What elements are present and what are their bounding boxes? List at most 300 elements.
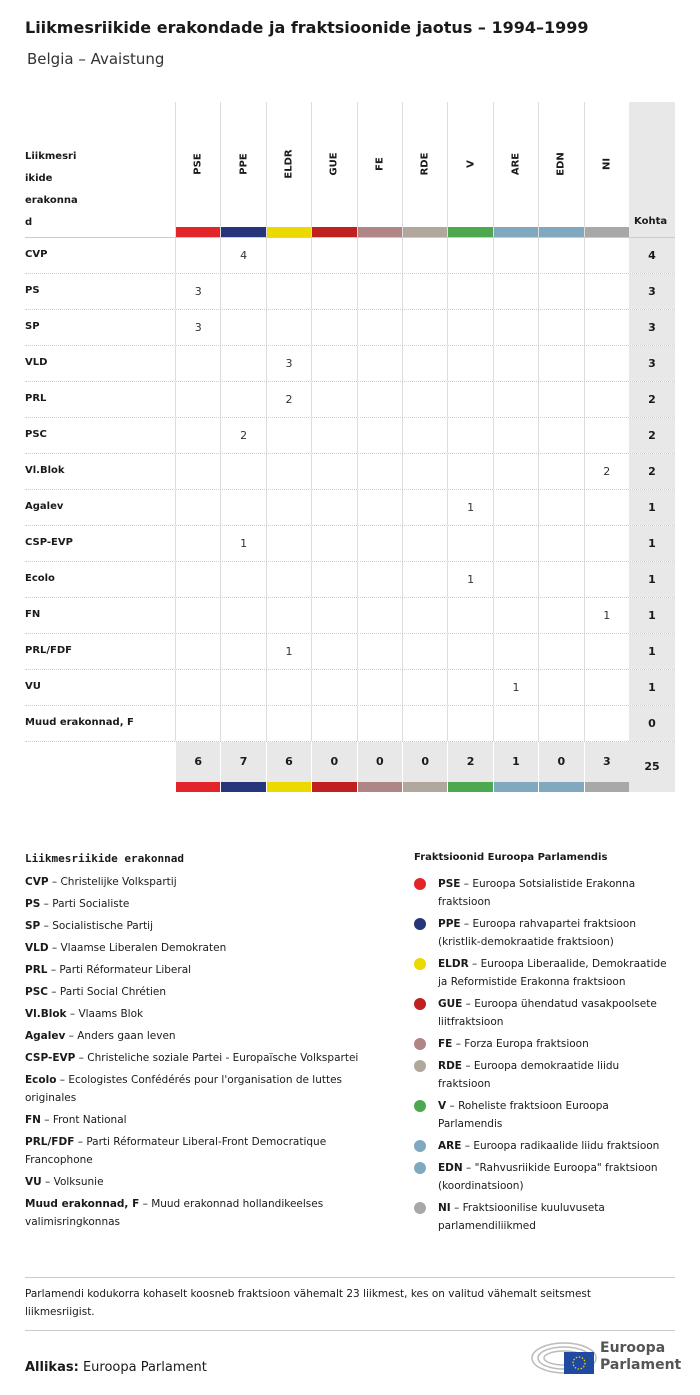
party-abbr: PSC — [25, 986, 48, 998]
source-label: Allikas: — [25, 1360, 79, 1375]
party-legend-item: CSP-EVP – Christeliche soziale Partei - Europaïsche Volkspartei — [25, 1052, 359, 1064]
table-row — [25, 238, 675, 274]
seat-count — [266, 562, 311, 597]
row-total: 4 — [629, 238, 675, 273]
seat-count — [266, 490, 311, 525]
seat-count — [311, 346, 356, 381]
row-total: 3 — [629, 346, 675, 381]
seat-count — [538, 562, 583, 597]
seat-count — [402, 418, 447, 453]
table-row — [25, 454, 675, 490]
seat-count — [311, 454, 356, 489]
seat-count — [538, 238, 583, 273]
seat-count — [447, 598, 492, 633]
seat-count — [357, 382, 402, 417]
table-row — [25, 382, 675, 418]
seat-count — [538, 670, 583, 705]
seat-count: 2 — [584, 454, 629, 489]
party-abbr: PS — [25, 898, 41, 910]
group-legend-item: V – Roheliste fraktsioon Euroopa Parlamendis — [414, 1097, 674, 1133]
group-header-label: PPE — [238, 153, 250, 175]
group-abbr: V — [438, 1100, 447, 1112]
party-legend — [25, 852, 370, 1235]
seat-count — [447, 238, 492, 273]
seat-count: 1 — [493, 670, 538, 705]
party-full-name: Front National — [52, 1114, 127, 1126]
group-abbr: GUE — [438, 998, 463, 1010]
row-total: 2 — [629, 454, 675, 489]
seat-count — [447, 310, 492, 345]
table-row — [25, 418, 675, 454]
seat-count — [311, 310, 356, 345]
group-full-name: "Rahvusriikide Euroopa" fraktsioon (koordinatsioon) — [438, 1162, 658, 1192]
row-total: 1 — [629, 490, 675, 525]
seat-count — [220, 634, 265, 669]
seat-count — [220, 670, 265, 705]
color-dot-icon — [414, 1202, 426, 1214]
seat-count — [357, 706, 402, 741]
party-full-name: Vlaams Blok — [78, 1008, 144, 1020]
seat-count — [402, 346, 447, 381]
party-full-name: Socialistische Partij — [52, 920, 154, 932]
party-full-name: Vlaamse Liberalen Demokraten — [60, 942, 227, 954]
party-name: VU — [25, 681, 41, 692]
seat-count — [311, 634, 356, 669]
seat-count — [357, 310, 402, 345]
party-name: CSP-EVP — [25, 537, 73, 548]
party-legend-item: PRL – Parti Réformateur Liberal — [25, 964, 192, 976]
group-color-bar — [448, 782, 492, 792]
group-full-name: Euroopa Sotsialistide Erakonna fraktsioon — [438, 878, 636, 908]
group-column-pse — [175, 102, 220, 237]
group-color-bar — [448, 227, 492, 237]
seat-count — [538, 598, 583, 633]
seat-count — [266, 418, 311, 453]
seat-count — [493, 274, 538, 309]
seat-count — [447, 274, 492, 309]
party-abbr: PRL — [25, 964, 48, 976]
group-total-value: 7 — [239, 755, 248, 768]
seat-count — [311, 526, 356, 561]
seat-count — [447, 382, 492, 417]
group-color-bar — [403, 782, 447, 792]
seat-count — [584, 526, 629, 561]
group-total — [311, 742, 356, 782]
seat-count — [538, 310, 583, 345]
group-total — [175, 742, 220, 782]
party-abbr: CVP — [25, 876, 49, 888]
party-name: PS — [25, 285, 40, 296]
group-legend-item: ARE – Euroopa radikaalide liidu fraktsioon — [414, 1137, 674, 1155]
seat-count: 1 — [220, 526, 265, 561]
seat-count — [311, 382, 356, 417]
party-abbr: PRL/FDF — [25, 1136, 75, 1148]
seat-count — [175, 382, 220, 417]
party-full-name: Volksunie — [53, 1176, 104, 1188]
party-legend-item: VLD – Vlaamse Liberalen Demokraten — [25, 942, 227, 954]
group-abbr: ELDR — [438, 958, 469, 970]
divider — [25, 1277, 675, 1278]
seat-count — [311, 562, 356, 597]
party-abbr: Muud erakonnad, F — [25, 1198, 140, 1210]
page-subtitle: Belgia – Avaistung — [27, 50, 165, 68]
party-abbr: Vl.Blok — [25, 1008, 67, 1020]
seat-count: 3 — [175, 274, 220, 309]
party-name: SP — [25, 321, 40, 332]
group-color-bar — [312, 227, 356, 237]
party-abbr: CSP-EVP — [25, 1052, 76, 1064]
logo-line1: Euroopa — [600, 1340, 666, 1356]
seat-count — [175, 562, 220, 597]
party-full-name: Parti Social Chrétien — [59, 986, 167, 998]
group-total-value: 0 — [375, 755, 384, 768]
table-row — [25, 670, 675, 706]
group-header-label: PSE — [192, 153, 204, 175]
group-legend-item: GUE – Euroopa ühendatud vasakpoolsete liitfraktsioon — [414, 995, 674, 1031]
party-legend-item: PSC – Parti Social Chrétien — [25, 986, 167, 998]
group-column-ni — [584, 102, 629, 237]
seat-count — [538, 634, 583, 669]
seat-count: 4 — [220, 238, 265, 273]
table-row — [25, 634, 675, 670]
group-total — [584, 742, 629, 782]
seat-count — [175, 346, 220, 381]
seat-count — [447, 634, 492, 669]
seat-count — [402, 274, 447, 309]
party-full-name: Parti Réformateur Liberal — [59, 964, 192, 976]
group-total-value: 1 — [512, 755, 520, 768]
seat-count: 3 — [175, 310, 220, 345]
party-name: Ecolo — [25, 573, 55, 584]
group-column-are — [493, 102, 538, 237]
seat-count — [220, 274, 265, 309]
row-total: 1 — [629, 670, 675, 705]
party-name: FN — [25, 609, 41, 620]
color-dot-icon — [414, 958, 426, 970]
seat-count — [175, 670, 220, 705]
party-legend-item: PS – Parti Socialiste — [25, 898, 130, 910]
group-legend-item: FE – Forza Europa fraktsioon — [414, 1035, 674, 1053]
seat-count — [493, 346, 538, 381]
party-full-name: Parti Réformateur Liberal-Front Democratique Francophone — [25, 1136, 327, 1166]
party-full-name: Ecologistes Confédérés pour l'organisation de luttes originales — [25, 1074, 343, 1104]
party-abbr: FN — [25, 1114, 41, 1126]
seat-count — [266, 310, 311, 345]
seat-count — [266, 706, 311, 741]
group-full-name: Fraktsioonilise kuuluvuseta parlamendiliikmed — [438, 1202, 605, 1232]
group-header-label: ELDR — [283, 149, 295, 179]
group-legend-item: RDE – Euroopa demokraatide liidu fraktsioon — [414, 1057, 674, 1093]
group-total — [402, 742, 447, 782]
party-name: PRL — [25, 393, 47, 404]
seat-count — [493, 418, 538, 453]
seat-count — [493, 310, 538, 345]
color-dot-icon — [414, 1038, 426, 1050]
seat-count — [266, 598, 311, 633]
group-total-value: 0 — [330, 755, 339, 768]
group-column-gue — [311, 102, 356, 237]
distribution-table — [25, 102, 675, 792]
seat-count — [447, 670, 492, 705]
seat-count: 2 — [220, 418, 265, 453]
party-abbr: SP — [25, 920, 41, 932]
group-total-value: 6 — [285, 755, 293, 768]
table-row — [25, 310, 675, 346]
seat-count — [584, 670, 629, 705]
seat-count — [493, 562, 538, 597]
color-dot-icon — [414, 918, 426, 930]
seat-count — [402, 490, 447, 525]
party-legend-item: PRL/FDF – Parti Réformateur Liberal-Front Democratique Francophone — [25, 1136, 327, 1166]
party-legend-item: Agalev – Anders gaan leven — [25, 1030, 176, 1042]
seat-count — [584, 274, 629, 309]
page-title: Liikmesriikide erakondade ja fraktsioonide jaotus – 1994–1999 — [25, 18, 589, 37]
seat-count — [493, 238, 538, 273]
group-legend-item: PPE – Euroopa rahvapartei fraktsioon (kristlik-demokraatide fraktsioon) — [414, 915, 674, 951]
seat-count — [584, 418, 629, 453]
party-name: PRL/FDF — [25, 645, 73, 656]
seat-count — [266, 454, 311, 489]
group-header-label: EDN — [555, 152, 567, 176]
group-legend-item: PSE – Euroopa Sotsialistide Erakonna fraktsioon — [414, 875, 674, 911]
row-total: 1 — [629, 562, 675, 597]
group-header-label: RDE — [419, 152, 431, 176]
seat-count — [220, 598, 265, 633]
group-total-value: 6 — [194, 755, 203, 768]
seat-count — [311, 706, 356, 741]
seat-count — [357, 562, 402, 597]
seat-count — [538, 706, 583, 741]
seat-count — [175, 454, 220, 489]
seat-count — [357, 454, 402, 489]
seat-count — [311, 670, 356, 705]
seat-count — [175, 526, 220, 561]
seat-count — [266, 274, 311, 309]
group-header-label: NI — [601, 157, 613, 171]
seat-count — [220, 454, 265, 489]
seat-count — [538, 454, 583, 489]
group-total — [357, 742, 402, 782]
seat-count — [266, 670, 311, 705]
seat-count — [175, 490, 220, 525]
group-color-bar — [403, 227, 447, 237]
group-total — [220, 742, 265, 782]
seat-count — [493, 706, 538, 741]
table-row — [25, 346, 675, 382]
color-dot-icon — [414, 1140, 426, 1152]
table-row — [25, 562, 675, 598]
seat-count — [357, 346, 402, 381]
seat-count — [584, 562, 629, 597]
party-name: CVP — [25, 249, 48, 260]
group-full-name: Euroopa demokraatide liidu fraktsioon — [438, 1060, 620, 1090]
total-header-label: Kohta — [634, 216, 668, 227]
group-color-bar — [312, 782, 356, 792]
group-abbr: RDE — [438, 1060, 462, 1072]
party-abbr: VU — [25, 1176, 42, 1188]
group-abbr: EDN — [438, 1162, 463, 1174]
seat-count — [584, 310, 629, 345]
seat-count — [266, 238, 311, 273]
group-header-label: V — [465, 160, 477, 168]
seat-count — [538, 274, 583, 309]
group-color-bar — [221, 782, 265, 792]
group-column-ppe — [220, 102, 265, 237]
table-row — [25, 274, 675, 310]
group-legend-item: NI – Fraktsioonilise kuuluvuseta parlamendiliikmed — [414, 1199, 674, 1235]
group-full-name: Euroopa radikaalide liidu fraktsioon — [473, 1140, 660, 1152]
seat-count — [493, 490, 538, 525]
group-color-bar — [267, 227, 311, 237]
seat-count: 2 — [266, 382, 311, 417]
seat-count — [220, 562, 265, 597]
color-dot-icon — [414, 1060, 426, 1072]
group-column-v — [447, 102, 492, 237]
row-total: 3 — [629, 274, 675, 309]
row-total: 2 — [629, 382, 675, 417]
color-dot-icon — [414, 998, 426, 1010]
party-legend-item: Vl.Blok – Vlaams Blok — [25, 1008, 144, 1020]
group-header-label: ARE — [510, 152, 522, 176]
group-abbr: ARE — [438, 1140, 462, 1152]
table-row — [25, 490, 675, 526]
table-header — [25, 102, 675, 238]
group-total-value: 0 — [557, 755, 566, 768]
group-legend-item: ELDR – Euroopa Liberaalide, Demokraatide ja Reformistide Erakonna fraktsioon — [414, 955, 674, 991]
seat-count — [220, 490, 265, 525]
seat-count — [357, 598, 402, 633]
seat-count — [402, 706, 447, 741]
seat-count — [447, 418, 492, 453]
seat-count — [311, 418, 356, 453]
seat-count — [538, 418, 583, 453]
group-column-rde — [402, 102, 447, 237]
group-column-eldr — [266, 102, 311, 237]
row-total: 1 — [629, 526, 675, 561]
seat-count — [311, 490, 356, 525]
group-column-fe — [357, 102, 402, 237]
group-color-bar — [494, 782, 538, 792]
seat-count — [584, 346, 629, 381]
seat-count — [357, 418, 402, 453]
group-full-name: Euroopa Liberaalide, Demokraatide ja Reformistide Erakonna fraktsioon — [438, 958, 667, 988]
seat-count: 3 — [266, 346, 311, 381]
source-value: Euroopa Parlament — [82, 1360, 207, 1375]
seat-count — [493, 454, 538, 489]
party-full-name: Parti Socialiste — [52, 898, 130, 910]
footnote: Parlamendi kodukorra kohaselt koosneb fraktsioon vähemalt 23 liikmest, kes on valitud vähemalt seitsmest liikmesriigist. — [25, 1288, 592, 1318]
seat-count — [584, 238, 629, 273]
color-dot-icon — [414, 1100, 426, 1112]
total-header — [629, 102, 675, 237]
group-full-name: Roheliste fraktsioon Euroopa Parlamendis — [438, 1100, 609, 1130]
group-color-bar — [585, 782, 629, 792]
seat-count — [584, 706, 629, 741]
group-color-bar — [176, 782, 220, 792]
row-total: 3 — [629, 310, 675, 345]
party-abbr: VLD — [25, 942, 49, 954]
seat-count — [357, 634, 402, 669]
party-legend-item: SP – Socialistische Partij — [25, 920, 154, 932]
seat-count — [220, 382, 265, 417]
party-full-name: Christelijke Volkspartij — [60, 876, 177, 888]
group-color-bar — [494, 227, 538, 237]
group-column-edn — [538, 102, 583, 237]
seat-count — [493, 382, 538, 417]
party-legend-title: Liikmesriikide erakonnad — [25, 852, 184, 865]
group-abbr: FE — [438, 1038, 453, 1050]
group-legend — [414, 852, 674, 1239]
row-total: 2 — [629, 418, 675, 453]
group-full-name: Forza Europa fraktsioon — [464, 1038, 589, 1050]
party-full-name: Anders gaan leven — [77, 1030, 176, 1042]
seat-count — [402, 382, 447, 417]
color-dot-icon — [414, 1162, 426, 1174]
seat-count — [447, 454, 492, 489]
seat-count: 1 — [447, 490, 492, 525]
group-total — [538, 742, 583, 782]
color-dot-icon — [414, 878, 426, 890]
group-header-label: FE — [374, 157, 386, 171]
party-legend-item: Ecolo – Ecologistes Confédérés pour l'organisation de luttes originales — [25, 1074, 343, 1104]
group-abbr: PSE — [438, 878, 461, 890]
totals-row — [25, 742, 675, 792]
group-header-label: GUE — [328, 152, 340, 176]
party-legend-item: VU – Volksunie — [25, 1176, 104, 1188]
seat-count: 1 — [447, 562, 492, 597]
group-color-bar — [539, 782, 583, 792]
group-color-bar — [585, 227, 629, 237]
seat-count — [538, 346, 583, 381]
party-full-name: Christeliche soziale Partei - Europaïsche Volkspartei — [87, 1052, 359, 1064]
seat-count — [357, 274, 402, 309]
group-full-name: Euroopa ühendatud vasakpoolsete liitfraktsioon — [438, 998, 657, 1028]
seat-count — [538, 490, 583, 525]
seat-count — [220, 346, 265, 381]
group-abbr: PPE — [438, 918, 461, 930]
table-row — [25, 598, 675, 634]
seat-count — [402, 670, 447, 705]
seat-count — [175, 598, 220, 633]
seat-count — [538, 526, 583, 561]
table-row — [25, 706, 675, 742]
seat-count — [175, 634, 220, 669]
party-full-name: Muud erakonnad hollandikeelses valimisringkonnas — [25, 1198, 324, 1228]
seat-count — [584, 634, 629, 669]
row-total: 1 — [629, 598, 675, 633]
group-color-bar — [267, 782, 311, 792]
row-total: 0 — [629, 706, 675, 741]
party-name: Agalev — [25, 501, 64, 512]
seat-count — [402, 562, 447, 597]
seat-count — [447, 706, 492, 741]
seat-count: 1 — [266, 634, 311, 669]
party-legend-item: CVP – Christelijke Volkspartij — [25, 876, 177, 888]
seat-count — [357, 526, 402, 561]
group-legend-title: Fraktsioonid Euroopa Parlamendis — [414, 852, 608, 863]
seat-count — [175, 418, 220, 453]
group-color-bar — [358, 227, 402, 237]
seat-count — [402, 238, 447, 273]
logo-line2: Parlament — [600, 1357, 682, 1373]
seat-count — [402, 526, 447, 561]
group-total — [266, 742, 311, 782]
seat-count — [402, 310, 447, 345]
source — [25, 1360, 207, 1375]
seat-count — [584, 490, 629, 525]
group-total — [493, 742, 538, 782]
seat-count — [493, 598, 538, 633]
